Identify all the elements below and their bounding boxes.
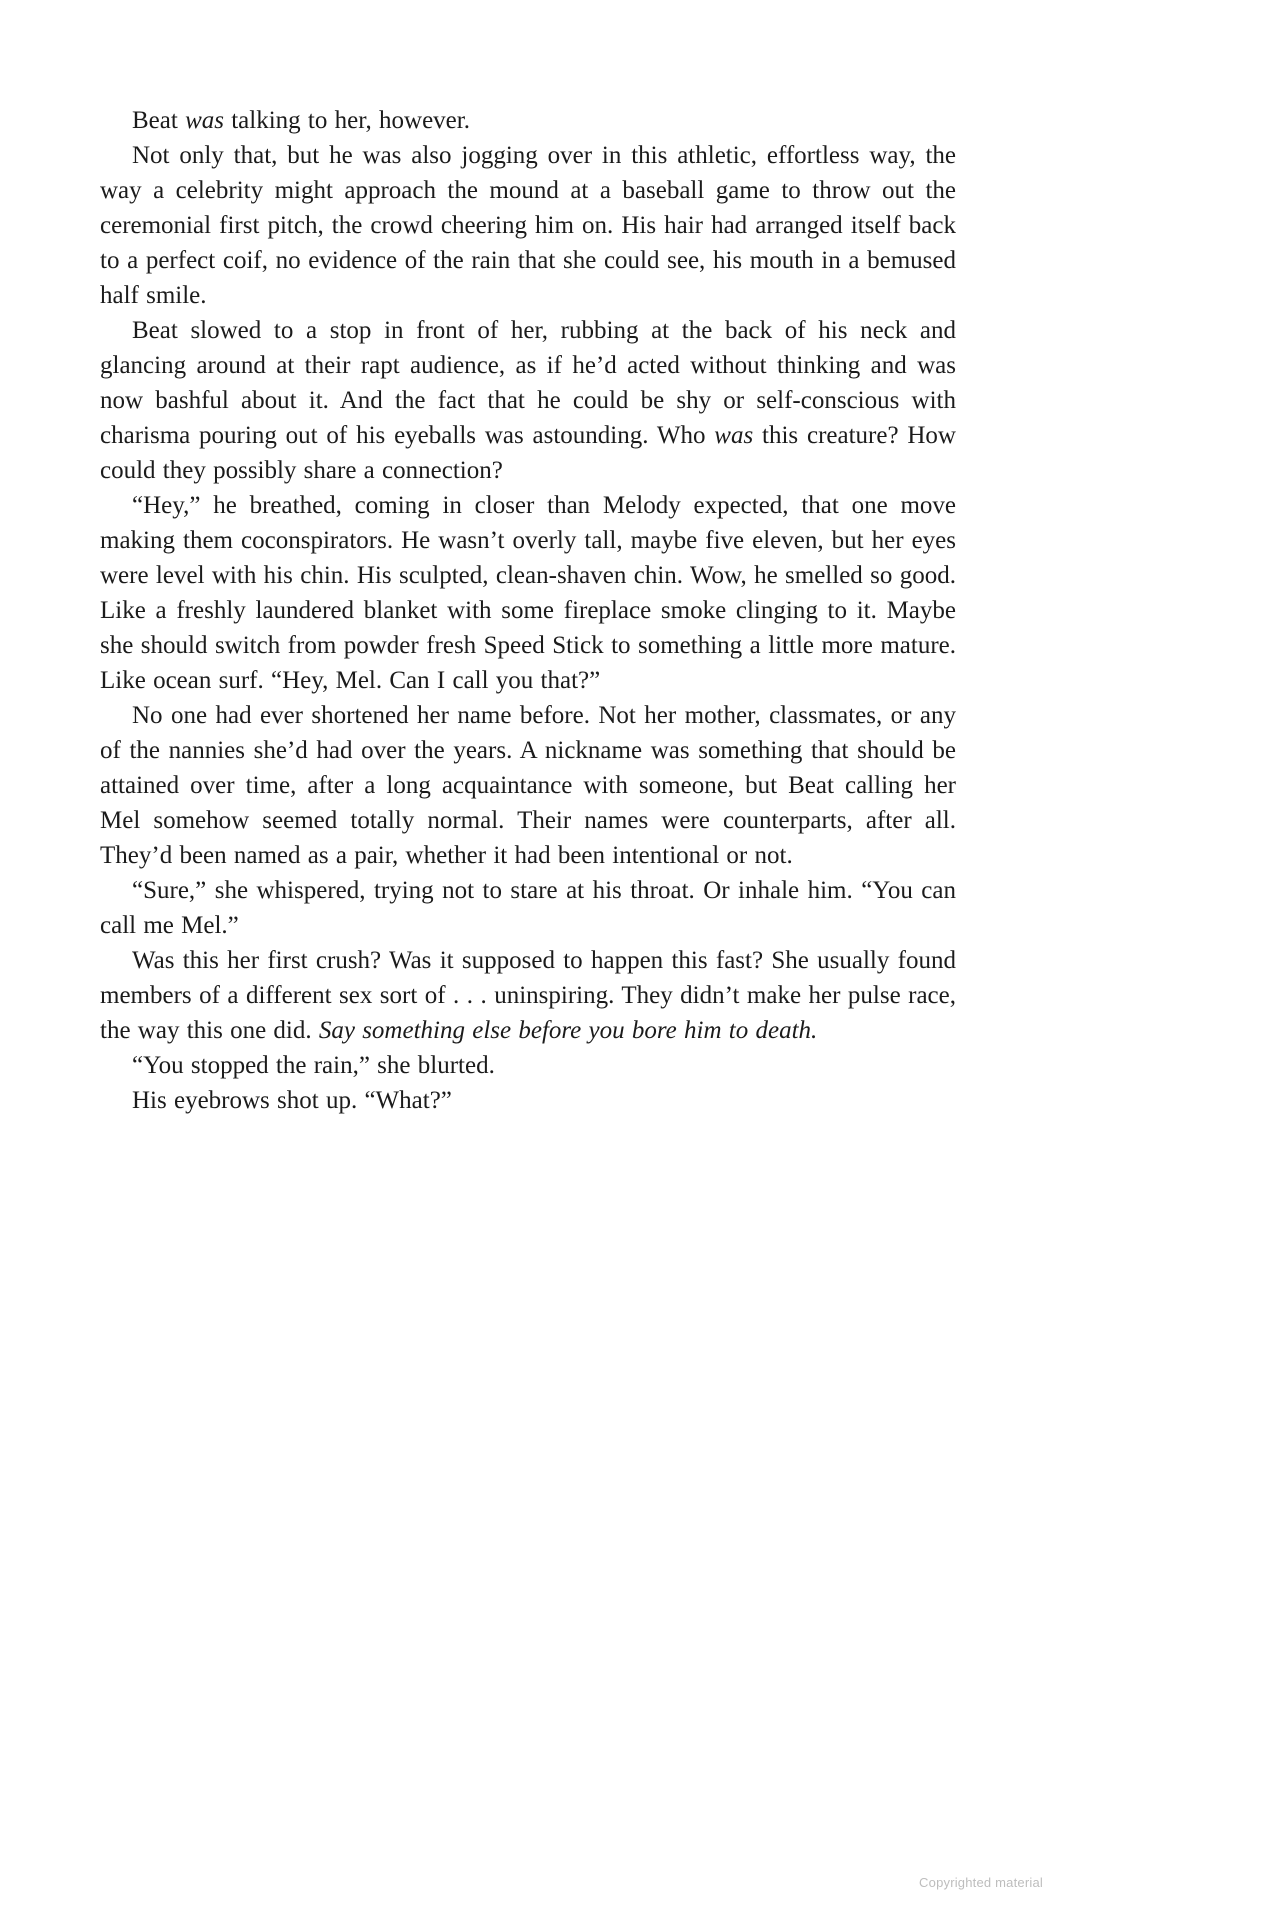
- paragraph: [100, 1048, 956, 1083]
- text-run: No one had ever shortened her name before. Not her mother, classmates, or any of the nannies she’d had over the years. A nickname was something that should be attained over time, after a long acquaintance with someone, but Beat calling her Mel somehow seemed totally normal. Their names were counterparts, after all. They’d been named as a pair, whether it had been intentional or not.: [100, 702, 956, 869]
- page-text: [100, 103, 956, 1118]
- paragraph: [100, 313, 956, 488]
- text-run: His eyebrows shot up. “What?”: [132, 1087, 452, 1114]
- paragraph: [100, 138, 956, 313]
- text-run: talking to her, however.: [223, 107, 470, 134]
- text-run: “You stopped the rain,” she blurted.: [132, 1052, 495, 1079]
- text-run: Beat slowed to a stop in front of her, rubbing at the back of his neck and glancing around at their rapt audience, as if he’d acted without thinking and was now bashful about it. And the fact that he could be shy or self-conscious with charisma pouring out of his eyeballs was astounding. Who: [100, 317, 956, 449]
- paragraph: [100, 103, 956, 138]
- text-run: this creature? How could they possibly share a connection?: [100, 422, 956, 484]
- paragraph: [100, 698, 956, 873]
- italic-text-run: was: [714, 422, 754, 449]
- text-run: “Hey,” he breathed, coming in closer than Melody expected, that one move making them coconspirators. He wasn’t overly tall, maybe five eleven, but her eyes were level with his chin. His sculpted, clean-shaven chin. Wow, he smelled so good. Like a freshly laundered blanket with some fireplace smoke clinging to it. Maybe she should switch from powder fresh Speed Stick to something a little more mature. Like ocean surf. “Hey, Mel. Can I call you that?”: [100, 492, 956, 694]
- text-run: Not only that, but he was also jogging over in this athletic, effortless way, the way a celebrity might approach the mound at a baseball game to throw out the ceremonial first pitch, the crowd cheering him on. His hair had arranged itself back to a perfect coif, no evidence of the rain that she could see, his mouth in a bemused half smile.: [100, 142, 956, 309]
- paragraph: [100, 488, 956, 698]
- italic-text-run: Say something else before you bore him to death.: [318, 1017, 818, 1044]
- text-run: Beat: [132, 107, 186, 134]
- paragraph: [100, 873, 956, 943]
- italic-text-run: was: [185, 107, 224, 134]
- text-run: Was this her first crush? Was it supposed to happen this fast? She usually found members of a different sex sort of . . . uninspiring. They didn’t make her pulse race, the way this one did.: [100, 947, 956, 1044]
- text-run: “Sure,” she whispered, trying not to stare at his throat. Or inhale him. “You can call me Mel.”: [100, 877, 956, 939]
- paragraph: [100, 943, 956, 1048]
- paragraph: [100, 1083, 956, 1118]
- copyright-watermark: Copyrighted material: [919, 1875, 1043, 1890]
